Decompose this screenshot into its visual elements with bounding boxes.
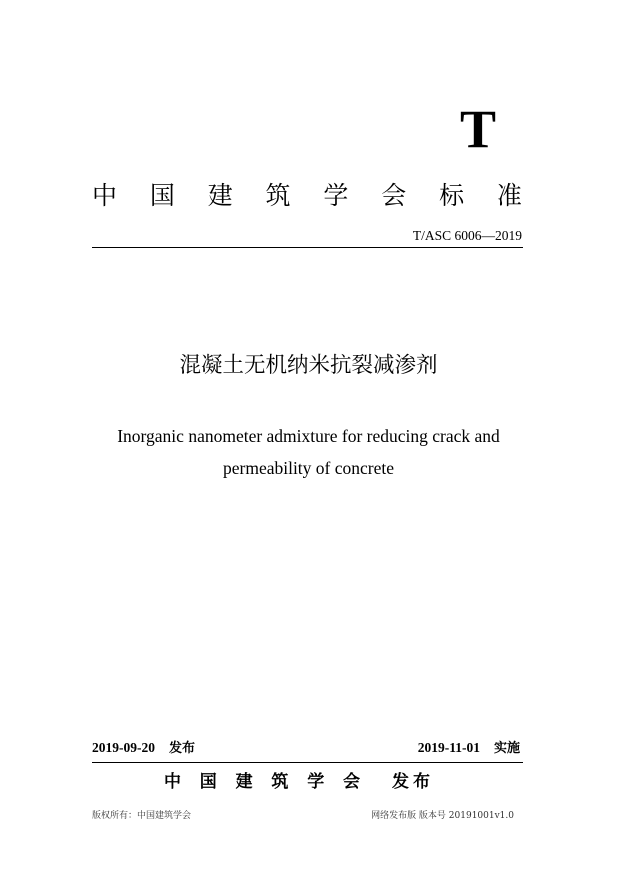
implement-label: 实施 (493, 741, 520, 756)
publish-date-block (92, 739, 195, 758)
publish-date: 2019-09-20 (92, 740, 155, 755)
issuer-char: 学 (307, 772, 325, 792)
document-title-english-line-2: permeability of concrete (222, 458, 395, 478)
issuer-name (164, 768, 360, 796)
org-char: 筑 (265, 181, 291, 210)
document-title-english-line-1: Inorganic nanometer admixture for reducing crack and (117, 426, 500, 446)
issuer-char: 筑 (271, 772, 289, 792)
org-char: 准 (496, 181, 522, 210)
issuer-char: 建 (235, 772, 253, 792)
issuer-char: 中 (164, 772, 181, 792)
org-char: 会 (381, 181, 407, 210)
org-char: 建 (207, 181, 233, 210)
standard-organization-heading (92, 178, 522, 214)
edition-version: 网络发布版 版本号 20191001v1.0 (371, 811, 514, 821)
org-char: 标 (439, 181, 465, 210)
copyright-notice: 版权所有：中国建筑学会 (92, 811, 192, 821)
implement-date: 2019-11-01 (417, 740, 480, 755)
issuer-action: 发布 (392, 772, 434, 792)
document-title-chinese: 混凝土无机纳米抗裂减渗剂 (179, 353, 438, 378)
issuer-char: 国 (199, 772, 217, 792)
implement-date-block (418, 739, 520, 758)
org-char: 学 (323, 181, 349, 210)
org-char: 中 (92, 181, 118, 210)
org-char: 国 (149, 181, 175, 210)
issuer-char: 会 (342, 772, 360, 792)
standard-category-letter: T (459, 99, 497, 159)
standard-code: T/ASC 6006—2019 (412, 228, 522, 243)
issuer-line (164, 768, 448, 796)
footer-divider (92, 762, 523, 763)
header-divider (92, 247, 523, 248)
publish-label: 发布 (169, 741, 196, 756)
